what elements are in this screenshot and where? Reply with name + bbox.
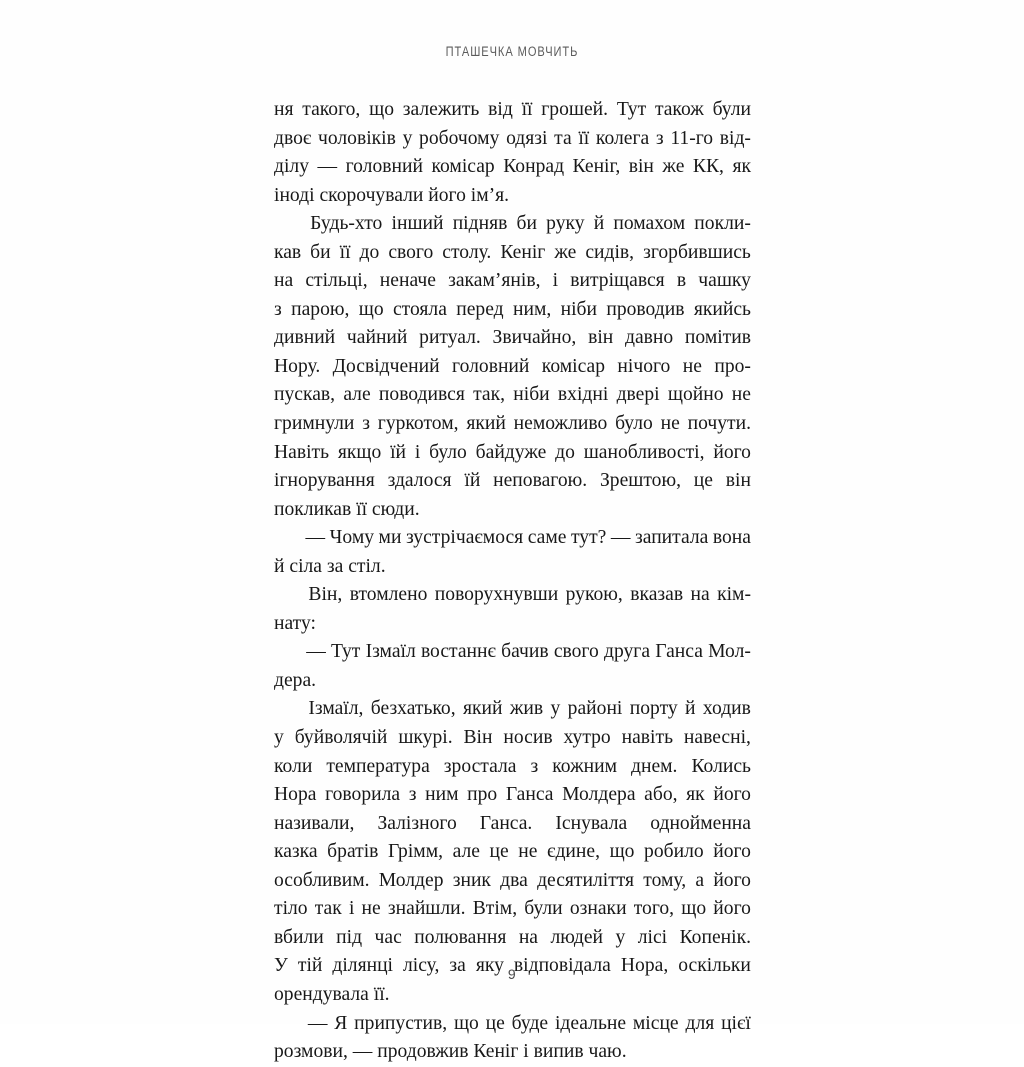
text-line xyxy=(274,239,751,268)
word: закам’янів, xyxy=(448,270,541,292)
word: ділу xyxy=(274,156,309,178)
word: знайшли. xyxy=(387,898,466,920)
word: з xyxy=(655,127,664,149)
word: ніби xyxy=(560,298,597,320)
word: Копенік. xyxy=(679,926,751,948)
word: жив xyxy=(509,698,544,720)
word: на xyxy=(690,584,710,606)
word: ним xyxy=(425,784,459,806)
word: як xyxy=(732,156,751,178)
word: на xyxy=(518,926,538,948)
word: також xyxy=(654,99,704,120)
text-line xyxy=(274,96,751,125)
word: давно xyxy=(624,327,674,349)
word: ознаки xyxy=(569,898,627,920)
word: з xyxy=(530,755,539,777)
word: тому, xyxy=(643,869,687,891)
word: яку xyxy=(475,955,504,977)
body-text-column xyxy=(274,96,751,1067)
word: колега xyxy=(595,127,650,149)
word: були xyxy=(712,99,751,120)
word: свого xyxy=(553,641,599,663)
word: ходив xyxy=(702,698,751,720)
word: з xyxy=(274,298,282,320)
word: й xyxy=(685,698,696,720)
word: поводився xyxy=(378,384,465,406)
word: у xyxy=(615,926,626,948)
word: вказав xyxy=(630,584,684,606)
word: і xyxy=(414,441,421,463)
word: Звичайно, xyxy=(492,327,577,349)
word: помахом xyxy=(613,213,686,235)
text-line xyxy=(274,353,751,382)
word: Навіть xyxy=(274,441,330,463)
word: це xyxy=(485,1012,505,1034)
text-line xyxy=(274,838,751,867)
word: стільці, xyxy=(305,270,368,292)
text-line xyxy=(274,467,751,496)
word: згорбившись xyxy=(643,241,751,263)
word: навесні, xyxy=(683,727,751,749)
word: грошей. xyxy=(541,99,609,120)
word: про xyxy=(467,784,498,806)
word: не xyxy=(660,413,680,435)
word: Зрештою, xyxy=(599,470,681,492)
word: їй xyxy=(390,441,407,463)
word: свого xyxy=(388,241,434,263)
word: головний xyxy=(452,355,530,377)
word: коли xyxy=(274,755,313,777)
word: чоловіків xyxy=(317,127,396,149)
text-line xyxy=(274,581,751,610)
word: ігнорування xyxy=(274,470,375,492)
word: Втім, xyxy=(472,898,518,920)
word: що xyxy=(681,898,707,920)
word: в xyxy=(676,270,687,292)
text-line xyxy=(274,867,751,896)
word: припустив, xyxy=(354,1012,448,1034)
word: байдуже xyxy=(475,441,547,463)
text-line: й сіла за стіл. xyxy=(274,555,386,577)
word: лісі xyxy=(637,926,668,948)
word: бачив xyxy=(501,641,549,663)
word: шанобливості, xyxy=(583,441,705,463)
word: — xyxy=(306,641,326,663)
word: безхатько, xyxy=(370,698,456,720)
word: полювання xyxy=(414,926,507,948)
word: на xyxy=(274,270,294,292)
word: який xyxy=(466,413,506,435)
word: днем. xyxy=(631,755,678,777)
text-line xyxy=(274,410,751,439)
word: кожним xyxy=(552,755,617,777)
word: Кеніг, xyxy=(572,156,621,178)
word: пускав, xyxy=(274,384,336,406)
word: залежить xyxy=(402,99,480,120)
word: востаннє xyxy=(420,641,496,663)
word: би xyxy=(310,241,331,263)
word: одязі xyxy=(506,127,548,149)
word: неповагою. xyxy=(493,470,588,492)
word: ідеальне xyxy=(554,1012,627,1034)
text-line xyxy=(274,638,751,667)
word: двері xyxy=(616,384,660,406)
text-line xyxy=(274,125,751,154)
word: Молдер xyxy=(378,869,444,891)
word: так, xyxy=(473,384,506,406)
word: і xyxy=(552,270,559,292)
word: його xyxy=(713,898,751,920)
word: ритуал. xyxy=(419,327,481,349)
word: гримнули xyxy=(274,413,355,435)
paragraph-p5 xyxy=(274,638,751,695)
text-line xyxy=(274,267,751,296)
word: чайний xyxy=(346,327,408,349)
word: однойменна xyxy=(650,812,751,834)
text-line xyxy=(274,381,751,410)
word: Нора xyxy=(274,784,317,806)
paragraph-indent xyxy=(274,210,301,239)
word: цієї xyxy=(721,1012,751,1034)
word: Ізмаїл, xyxy=(308,698,364,720)
word: друга xyxy=(603,641,651,663)
word: саме xyxy=(527,527,567,549)
word: шкурі. xyxy=(398,727,453,749)
text-line xyxy=(274,524,751,553)
word: з xyxy=(408,784,417,806)
word: комісар xyxy=(541,355,606,377)
word: його xyxy=(713,869,751,891)
word: У xyxy=(274,955,288,977)
text-line: орендувала її. xyxy=(274,983,390,1005)
word: єдине, xyxy=(547,841,600,863)
paragraph-p3 xyxy=(274,524,751,581)
word: чашку xyxy=(698,270,751,292)
word: Існувала xyxy=(555,812,628,834)
word: почути. xyxy=(687,413,751,435)
word: стояла xyxy=(392,298,447,320)
word: Конрад xyxy=(503,156,565,178)
word: підняв xyxy=(452,213,508,235)
word: перед xyxy=(456,298,504,320)
text-line xyxy=(274,753,751,782)
word: або, xyxy=(644,784,678,806)
word: такого, xyxy=(302,99,361,120)
word: сидів, xyxy=(585,241,635,263)
word: руку xyxy=(546,213,585,235)
word: за xyxy=(449,955,466,977)
word: же xyxy=(662,156,685,178)
word: місце xyxy=(632,1012,679,1034)
word: інший xyxy=(391,213,444,235)
word: запитала xyxy=(635,527,709,549)
word: казка xyxy=(274,841,318,863)
word: він xyxy=(725,470,751,492)
word: а xyxy=(695,869,705,891)
word: та xyxy=(554,127,572,149)
word: ня xyxy=(274,99,294,120)
word: це xyxy=(489,841,509,863)
word: температура xyxy=(326,755,430,777)
word: Мол- xyxy=(708,641,751,663)
word: під xyxy=(336,926,363,948)
word: навіть xyxy=(621,727,674,749)
word: лісу, xyxy=(403,955,440,977)
word: проводив xyxy=(606,298,685,320)
text-line xyxy=(274,439,751,468)
word: але xyxy=(452,841,480,863)
word: Грімм, xyxy=(387,841,443,863)
word: у xyxy=(402,127,413,149)
text-line: нату: xyxy=(274,612,316,634)
word: Кеніг xyxy=(500,241,546,263)
text-line xyxy=(274,695,751,724)
text-line xyxy=(274,296,751,325)
word: — xyxy=(610,527,631,549)
word: комісар xyxy=(431,156,495,178)
word: здалося xyxy=(387,470,452,492)
paragraph-p4 xyxy=(274,581,751,638)
word: кім- xyxy=(717,584,751,606)
word: порту xyxy=(629,698,678,720)
word: його xyxy=(713,841,751,863)
word: тут? xyxy=(570,527,607,549)
word: і xyxy=(348,898,355,920)
word: парою, xyxy=(291,298,350,320)
word: робило xyxy=(644,841,704,863)
word: про- xyxy=(714,355,751,377)
word: щойно xyxy=(667,384,724,406)
word: були xyxy=(524,898,563,920)
word: Він, xyxy=(308,584,343,606)
paragraph-indent xyxy=(274,581,301,610)
word: кав xyxy=(274,241,302,263)
word: 11-го xyxy=(670,127,714,149)
word: буде xyxy=(511,1012,549,1034)
word: від xyxy=(488,99,513,120)
word: братів xyxy=(327,841,379,863)
word: Досвідчений xyxy=(332,355,440,377)
word: зник xyxy=(452,869,491,891)
paragraph-p1 xyxy=(274,96,751,210)
word: не xyxy=(682,355,702,377)
word: — xyxy=(307,1012,328,1034)
word: не xyxy=(518,841,538,863)
word: зростала xyxy=(443,755,517,777)
word: так xyxy=(314,898,342,920)
paragraph-p7 xyxy=(274,1010,751,1067)
word: й xyxy=(593,213,605,235)
text-line: розмови, — продовжив Кеніг і випив чаю. xyxy=(274,1041,627,1063)
word: його xyxy=(713,441,751,463)
word: що xyxy=(369,99,394,120)
word: як xyxy=(686,784,705,806)
word: поворухнувши xyxy=(434,584,559,606)
word: у xyxy=(274,727,284,749)
word: ніби xyxy=(513,384,550,406)
word: Будь-хто xyxy=(310,213,383,235)
word: що xyxy=(453,1012,479,1034)
word: було xyxy=(615,413,653,435)
text-line xyxy=(274,895,751,924)
text-line: іноді скорочували його ім’я. xyxy=(274,184,510,206)
word: районі xyxy=(567,698,623,720)
paragraph-indent xyxy=(274,695,301,724)
word: Молдера xyxy=(562,784,636,806)
word: Залізного xyxy=(377,812,457,834)
text-line xyxy=(274,210,751,239)
word: КК, xyxy=(692,156,724,178)
word: до xyxy=(359,241,380,263)
word: два xyxy=(500,869,528,891)
word: він xyxy=(588,327,614,349)
word: же xyxy=(554,241,577,263)
word: гуркотом, xyxy=(377,413,459,435)
word: тій xyxy=(297,955,323,977)
word: Нору. xyxy=(274,355,321,377)
word: десятиліття xyxy=(537,869,635,891)
paragraph-p2 xyxy=(274,210,751,524)
word: ми xyxy=(378,527,402,549)
running-header-title: ПТАШЕЧКА МОВЧИТЬ xyxy=(445,44,579,59)
word: якщо xyxy=(337,441,382,463)
word: Він xyxy=(463,727,493,749)
paragraph-p6 xyxy=(274,695,751,1009)
word: того, xyxy=(633,898,675,920)
text-line xyxy=(274,924,751,953)
word: Ганса xyxy=(505,784,554,806)
word: вбили xyxy=(274,926,324,948)
word: би xyxy=(516,213,537,235)
word: він xyxy=(628,156,654,178)
word: нічого xyxy=(617,355,671,377)
word: тіло xyxy=(274,898,308,920)
text-line: дера. xyxy=(274,669,317,691)
word: час xyxy=(374,926,402,948)
word: хутро xyxy=(563,727,611,749)
word: що xyxy=(358,298,384,320)
word: неможливо xyxy=(513,413,608,435)
word: — xyxy=(305,527,326,549)
text-line: покликав її сюди. xyxy=(274,498,420,520)
word: втомлено xyxy=(349,584,428,606)
word: Ганса xyxy=(655,641,703,663)
word: помітив xyxy=(684,327,751,349)
word: буйволячій xyxy=(294,727,388,749)
word: його xyxy=(713,784,751,806)
word: але xyxy=(343,384,371,406)
word: говорила xyxy=(325,784,401,806)
word: не xyxy=(361,898,381,920)
word: було xyxy=(429,441,467,463)
word: не xyxy=(731,384,751,406)
word: ним, xyxy=(512,298,552,320)
word: двоє xyxy=(274,127,312,149)
text-line xyxy=(274,724,751,753)
word: робочому xyxy=(419,127,500,149)
word: називали, xyxy=(274,812,355,834)
word: Я xyxy=(334,1012,348,1034)
word: — xyxy=(317,156,338,178)
word: у xyxy=(550,698,561,720)
word: з xyxy=(362,413,370,435)
word: людей xyxy=(550,926,604,948)
word: оскільки xyxy=(678,955,751,977)
word: неначе xyxy=(379,270,436,292)
word: вона xyxy=(712,527,751,549)
text-line xyxy=(274,153,751,182)
word: дивний xyxy=(274,327,336,349)
word: носив xyxy=(503,727,553,749)
word: Тут xyxy=(616,99,647,120)
text-line xyxy=(274,781,751,810)
paragraph-indent xyxy=(274,524,301,553)
paragraph-indent xyxy=(274,638,301,667)
text-line xyxy=(274,810,751,839)
page-number: 9 xyxy=(507,966,517,982)
word: Ганса. xyxy=(479,812,533,834)
word: зустрічаємося xyxy=(405,527,524,549)
word: її xyxy=(578,127,590,149)
word: її xyxy=(339,241,351,263)
word: ділянці xyxy=(332,955,393,977)
word: відповідала xyxy=(513,955,611,977)
word: Чому xyxy=(329,527,375,549)
word: Ізмаїл xyxy=(365,641,416,663)
word: Колись xyxy=(691,755,751,777)
word: її xyxy=(521,99,533,120)
word: якийсь xyxy=(693,298,751,320)
word: витріщався xyxy=(570,270,665,292)
word: це xyxy=(693,470,713,492)
word: від- xyxy=(719,127,751,149)
word: покли- xyxy=(694,213,751,235)
word: Нора, xyxy=(620,955,669,977)
word: головний xyxy=(345,156,423,178)
word: що xyxy=(609,841,635,863)
word: який xyxy=(463,698,503,720)
word: до xyxy=(555,441,575,463)
text-line xyxy=(274,324,751,353)
word: столу. xyxy=(442,241,492,263)
word: особливим. xyxy=(274,869,370,891)
word: їй xyxy=(464,470,481,492)
word: рукою, xyxy=(565,584,623,606)
word: для xyxy=(685,1012,715,1034)
word: вхідні xyxy=(557,384,609,406)
word: Тут xyxy=(331,641,361,663)
